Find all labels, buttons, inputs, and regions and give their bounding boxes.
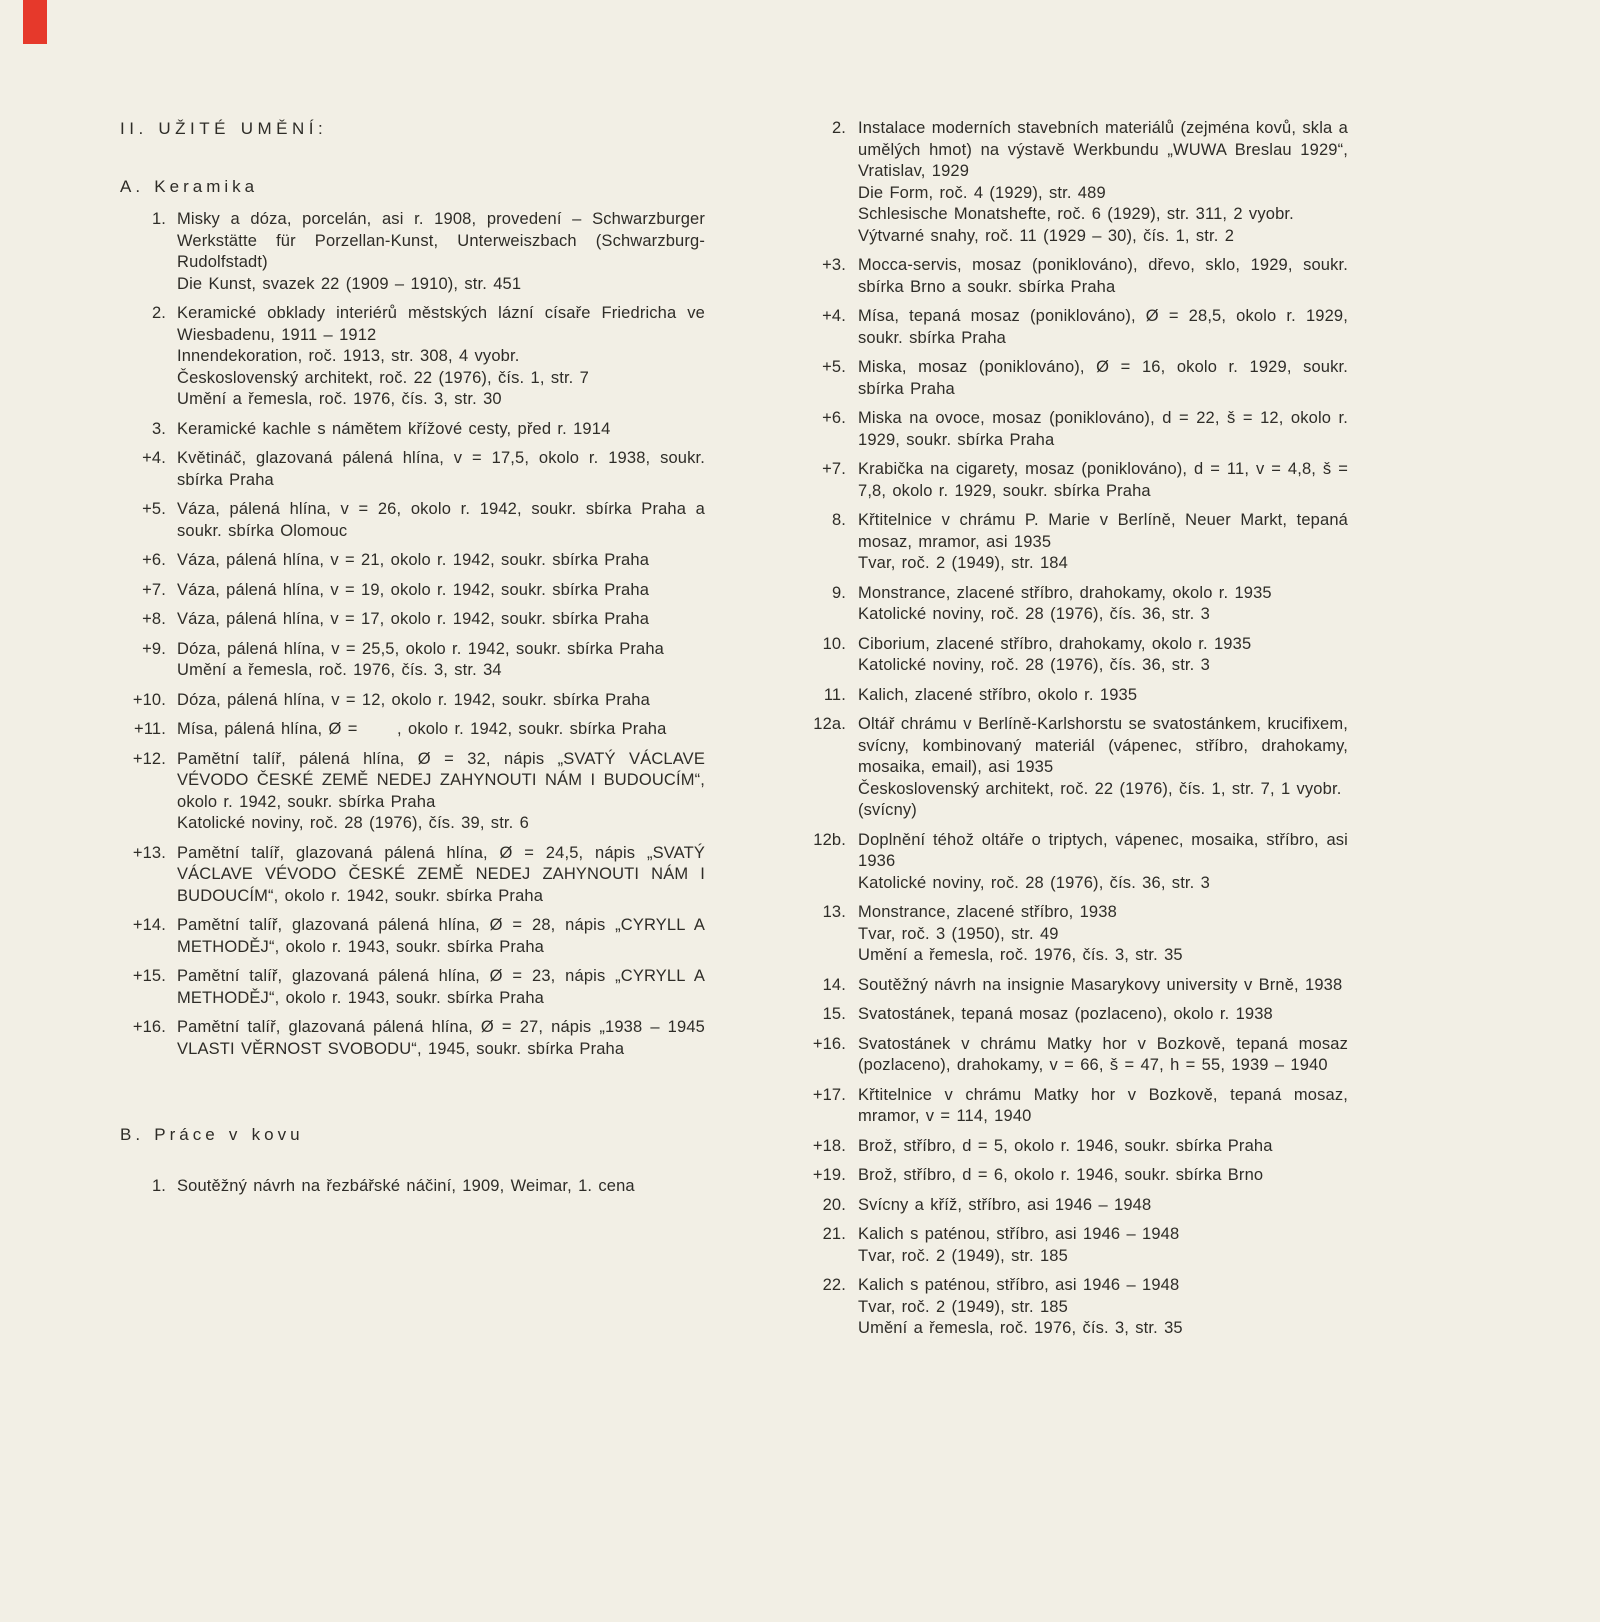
list-item: [788, 1224, 1348, 1267]
list-item: [120, 690, 705, 712]
item-body: [177, 580, 705, 602]
item-body: [177, 690, 705, 712]
list-item: [788, 685, 1348, 707]
list-item: [120, 550, 705, 572]
item-description: Ciborium, zlacené stříbro, drahokamy, okolo r. 1935: [858, 634, 1252, 653]
item-reference: Výtvarné snahy, roč. 11 (1929 – 30), čís. 1, str. 2: [858, 226, 1235, 245]
list-item: [120, 843, 705, 908]
item-description: Svícny a kříž, stříbro, asi 1946 – 1948: [858, 1195, 1152, 1214]
item-number: +9.: [142, 639, 166, 658]
item-description: Dóza, pálená hlína, v = 25,5, okolo r. 1942, soukr. sbírka Praha: [177, 639, 665, 658]
item-description: Dóza, pálená hlína, v = 12, okolo r. 1942, soukr. sbírka Praha: [177, 690, 650, 709]
item-body: [858, 634, 1348, 677]
item-description: Mocca-servis, mosaz (poniklováno), dřevo, sklo, 1929, soukr. sbírka Brno a soukr. sbírka Praha: [858, 256, 1348, 296]
list-item: [788, 1275, 1348, 1340]
item-description: Miska na ovoce, mosaz (poniklováno), d = 22, š = 12, okolo r. 1929, soukr. sbírka Praha: [858, 409, 1348, 449]
item-number: 22.: [822, 1276, 846, 1294]
item-description: Kalich, zlacené stříbro, okolo r. 1935: [858, 685, 1138, 704]
section-b-item-list: [120, 1176, 705, 1198]
list-item: [788, 1165, 1348, 1187]
item-description: Svatostánek v chrámu Matky hor v Bozkově, tepaná mosaz (pozlaceno), drahokamy, v = 66, š = 47, h = 55, 1939 – 1940: [858, 1034, 1348, 1074]
item-number: +7.: [822, 460, 846, 478]
item-description: Květináč, glazovaná pálená hlína, v = 17,5, okolo r. 1938, soukr. sbírka Praha: [177, 449, 705, 489]
list-item: [788, 583, 1348, 626]
list-item: [788, 357, 1348, 400]
item-body: [858, 1275, 1348, 1340]
item-reference: Tvar, roč. 2 (1949), str. 185: [858, 1246, 1068, 1265]
red-corner-mark: [23, 0, 47, 44]
item-number: 13.: [822, 903, 846, 921]
item-reference: Schlesische Monatshefte, roč. 6 (1929), str. 311, 2 vyobr.: [858, 205, 1294, 223]
item-number: +11.: [134, 720, 166, 738]
section-b-heading: B. Práce v kovu: [120, 1125, 304, 1144]
item-description: Váza, pálená hlína, v = 21, okolo r. 1942, soukr. sbírka Praha: [177, 551, 650, 569]
item-body: [858, 459, 1348, 502]
item-description: Mísa, pálená hlína, Ø = , okolo r. 1942, soukr. sbírka Praha: [177, 720, 667, 738]
item-description: Misky a dóza, porcelán, asi r. 1908, provedení – Schwarzburger Werkstätte für Porzellan-Kunst, Unterweiszbach (Schwarzburg-Rudolfstadt): [177, 210, 705, 271]
item-body: [177, 915, 705, 958]
item-number: +8.: [142, 610, 166, 628]
item-description: Miska, mosaz (poniklováno), Ø = 16, okolo r. 1929, soukr. sbírka Praha: [858, 358, 1348, 398]
item-body: [858, 902, 1348, 967]
item-reference: Umění a řemesla, roč. 1976, čís. 3, str. 35: [858, 1319, 1183, 1337]
list-item: [788, 408, 1348, 451]
item-reference: Die Form, roč. 4 (1929), str. 489: [858, 183, 1106, 202]
item-body: [858, 1085, 1348, 1128]
item-description: Oltář chrámu v Berlíně-Karlshorstu se svatostánkem, krucifixem, svícny, kombinovaný materiál (vápenec, stříbro, drahokamy, mosaika, email), asi 1935: [858, 715, 1348, 776]
item-body: [858, 1136, 1348, 1158]
left-column: [120, 118, 705, 1205]
item-description: Kalich s paténou, stříbro, asi 1946 – 1948: [858, 1276, 1180, 1294]
item-number: 9.: [831, 583, 846, 602]
item-description: Křtitelnice v chrámu P. Marie v Berlíně, Neuer Markt, tepaná mosaz, mramor, asi 1935: [858, 511, 1348, 551]
item-description: Váza, pálená hlína, v = 19, okolo r. 1942, soukr. sbírka Praha: [177, 580, 650, 599]
item-number: 11.: [823, 685, 846, 704]
item-number: +12.: [132, 749, 166, 768]
item-number: +4.: [822, 307, 846, 325]
item-number: +5.: [142, 500, 166, 518]
item-reference: Umění a řemesla, roč. 1976, čís. 3, str. 30: [177, 390, 502, 408]
item-reference: Die Kunst, svazek 22 (1909 – 1910), str. 451: [177, 274, 522, 293]
item-number: 2.: [831, 119, 846, 137]
item-reference: Tvar, roč. 2 (1949), str. 184: [858, 554, 1068, 572]
item-number: +5.: [822, 358, 846, 376]
list-item: [120, 609, 705, 631]
list-item: [120, 1176, 705, 1198]
item-description: Mísa, tepaná mosaz (poniklováno), Ø = 28,5, okolo r. 1929, soukr. sbírka Praha: [858, 307, 1348, 347]
item-description: Pamětní talíř, glazovaná pálená hlína, Ø = 23, nápis „CYRYLL A METHODĚJ“, okolo r. 1943, soukr. sbírka Praha: [177, 967, 705, 1007]
item-number: +16.: [812, 1034, 846, 1053]
item-description: Pamětní talíř, glazovaná pálená hlína, Ø = 24,5, nápis „SVATÝ VÁCLAVE VÉVODO ČESKÉ ZEMĚ NEDEJ ZAHYNOUTI NÁM I BUDOUCÍM“, okolo r. 1942, soukr. sbírka Praha: [177, 843, 705, 905]
list-item: [120, 719, 705, 741]
item-body: [858, 306, 1348, 349]
item-number: +17.: [812, 1085, 846, 1104]
item-number: +6.: [822, 409, 846, 427]
list-item: [788, 1034, 1348, 1077]
item-number: 1.: [151, 1176, 166, 1195]
item-description: Pamětní talíř, glazovaná pálená hlína, Ø = 27, nápis „1938 – 1945 VLASTI VĚRNOST SVOBODU“, 1945, soukr. sbírka Praha: [177, 1018, 705, 1058]
item-number: 10.: [822, 634, 846, 653]
page-title: II. UŽITÉ UMĚNÍ:: [120, 119, 328, 138]
item-number: 20.: [822, 1195, 846, 1214]
item-number: +16.: [132, 1018, 166, 1036]
list-item: [120, 749, 705, 835]
item-reference: Innendekoration, roč. 1913, str. 308, 4 vyobr.: [177, 347, 520, 365]
list-item: [788, 459, 1348, 502]
item-body: [177, 719, 705, 741]
item-body: [177, 499, 705, 542]
item-body: [858, 714, 1348, 822]
list-item: [120, 1017, 705, 1060]
item-reference: Katolické noviny, roč. 28 (1976), čís. 36, str. 3: [858, 656, 1210, 674]
list-item: [788, 902, 1348, 967]
list-item: [120, 303, 705, 411]
item-body: [177, 303, 705, 411]
list-item: [120, 639, 705, 682]
list-item: [788, 975, 1348, 997]
list-item: [788, 830, 1348, 895]
item-description: Křtitelnice v chrámu Matky hor v Bozkově, tepaná mosaz, mramor, v = 114, 1940: [858, 1085, 1348, 1125]
item-body: [177, 609, 705, 631]
item-description: Pamětní talíř, glazovaná pálená hlína, Ø = 28, nápis „CYRYLL A METHODĚJ“, okolo r. 1943, soukr. sbírka Praha: [177, 916, 705, 956]
item-description: Svatostánek, tepaná mosaz (pozlaceno), okolo r. 1938: [858, 1005, 1273, 1023]
item-description: Soutěžný návrh na řezbářské náčiní, 1909, Weimar, 1. cena: [177, 1176, 635, 1195]
item-body: [858, 510, 1348, 575]
item-reference: Katolické noviny, roč. 28 (1976), čís. 39, str. 6: [177, 814, 529, 832]
list-item: [788, 1195, 1348, 1217]
item-number: +19.: [812, 1166, 846, 1184]
item-description: Krabička na cigarety, mosaz (poniklováno), d = 11, v = 4,8, š = 7,8, okolo r. 1929, soukr. sbírka Praha: [858, 460, 1348, 500]
list-item: [788, 634, 1348, 677]
list-item: [120, 448, 705, 491]
item-description: Keramické kachle s námětem křížové cesty, před r. 1914: [177, 419, 611, 438]
item-body: [858, 975, 1348, 997]
list-item: [120, 966, 705, 1009]
item-reference: Umění a řemesla, roč. 1976, čís. 3, str. 34: [177, 661, 502, 679]
item-description: Soutěžný návrh na insignie Masarykovy university v Brně, 1938: [858, 975, 1343, 994]
item-body: [858, 1195, 1348, 1217]
item-body: [858, 1034, 1348, 1077]
list-item: [788, 118, 1348, 247]
list-item: [788, 1085, 1348, 1128]
item-description: Váza, pálená hlína, v = 17, okolo r. 1942, soukr. sbírka Praha: [177, 610, 650, 628]
item-description: Váza, pálená hlína, v = 26, okolo r. 1942, soukr. sbírka Praha a soukr. sbírka Olomouc: [177, 500, 705, 540]
item-number: +3.: [822, 256, 846, 274]
item-body: [858, 408, 1348, 451]
item-number: 12a.: [813, 715, 846, 733]
list-item: [788, 255, 1348, 298]
item-description: Keramické obklady interiérů městských lázní císaře Friedricha ve Wiesbadenu, 1911 – 1912: [177, 304, 705, 344]
item-description: Brož, stříbro, d = 6, okolo r. 1946, soukr. sbírka Brno: [858, 1166, 1264, 1184]
section-b-continued-item-list: [788, 118, 1348, 1340]
item-number: +18.: [812, 1136, 846, 1155]
item-body: [858, 685, 1348, 707]
item-number: +13.: [132, 843, 166, 862]
item-body: [858, 1224, 1348, 1267]
item-body: [858, 255, 1348, 298]
list-item: [120, 499, 705, 542]
section-a-item-list: [120, 209, 705, 1060]
item-body: [858, 1004, 1348, 1026]
item-description: Instalace moderních stavebních materiálů (zejména kovů, skla a umělých hmot) na výstavě Werkbundu „WUWA Breslau 1929“, Vratislav, 1929: [858, 119, 1348, 180]
item-number: +15.: [132, 967, 166, 985]
item-number: 2.: [151, 304, 166, 322]
item-body: [858, 118, 1348, 247]
item-body: [177, 1017, 705, 1060]
right-column: [788, 118, 1348, 1348]
item-description: Monstrance, zlacené stříbro, drahokamy, okolo r. 1935: [858, 583, 1272, 602]
item-body: [177, 843, 705, 908]
list-item: [788, 510, 1348, 575]
list-item: [788, 714, 1348, 822]
item-body: [177, 419, 705, 441]
item-reference: Tvar, roč. 2 (1949), str. 185: [858, 1297, 1068, 1316]
item-body: [177, 1176, 705, 1198]
item-number: 8.: [831, 511, 846, 529]
item-description: Pamětní talíř, pálená hlína, Ø = 32, nápis „SVATÝ VÁCLAVE VÉVODO ČESKÉ ZEMĚ NEDEJ ZAHYNOUTI NÁM I BUDOUCÍM“, okolo r. 1942, soukr. sbírka Praha: [177, 749, 705, 811]
list-item: [120, 419, 705, 441]
item-body: [177, 639, 705, 682]
section-a-heading: A. Keramika: [120, 176, 259, 196]
list-item: [120, 209, 705, 295]
item-description: Doplnění téhož oltáře o triptych, vápenec, mosaika, stříbro, asi 1936: [858, 830, 1348, 870]
item-description: Kalich s paténou, stříbro, asi 1946 – 1948: [858, 1225, 1180, 1243]
item-number: +14.: [132, 916, 166, 934]
item-reference: Československý architekt, roč. 22 (1976), čís. 1, str. 7, 1 vyobr. (svícny): [858, 779, 1342, 819]
list-item: [120, 915, 705, 958]
item-body: [177, 966, 705, 1009]
item-description: Brož, stříbro, d = 5, okolo r. 1946, soukr. sbírka Praha: [858, 1136, 1273, 1155]
item-body: [858, 1165, 1348, 1187]
item-reference: Československý architekt, roč. 22 (1976), čís. 1, str. 7: [177, 368, 589, 387]
item-reference: Katolické noviny, roč. 28 (1976), čís. 36, str. 3: [858, 873, 1210, 892]
item-body: [858, 357, 1348, 400]
item-reference: Tvar, roč. 3 (1950), str. 49: [858, 924, 1059, 943]
item-number: +6.: [142, 551, 166, 569]
item-body: [177, 749, 705, 835]
item-number: 12b.: [813, 830, 846, 849]
item-number: 14.: [822, 975, 846, 994]
item-body: [177, 448, 705, 491]
item-body: [177, 550, 705, 572]
item-reference: Umění a řemesla, roč. 1976, čís. 3, str. 35: [858, 946, 1183, 964]
item-number: +4.: [142, 449, 166, 467]
item-body: [858, 583, 1348, 626]
item-body: [858, 830, 1348, 895]
list-item: [788, 306, 1348, 349]
item-number: 15.: [822, 1005, 846, 1023]
list-item: [788, 1136, 1348, 1158]
list-item: [788, 1004, 1348, 1026]
item-number: 3.: [151, 419, 166, 438]
item-description: Monstrance, zlacené stříbro, 1938: [858, 903, 1117, 921]
item-number: +10.: [132, 690, 166, 709]
item-reference: Katolické noviny, roč. 28 (1976), čís. 36, str. 3: [858, 605, 1210, 623]
list-item: [120, 580, 705, 602]
item-number: 21.: [822, 1225, 846, 1243]
item-number: +7.: [142, 580, 166, 599]
item-number: 1.: [151, 210, 166, 228]
item-body: [177, 209, 705, 295]
